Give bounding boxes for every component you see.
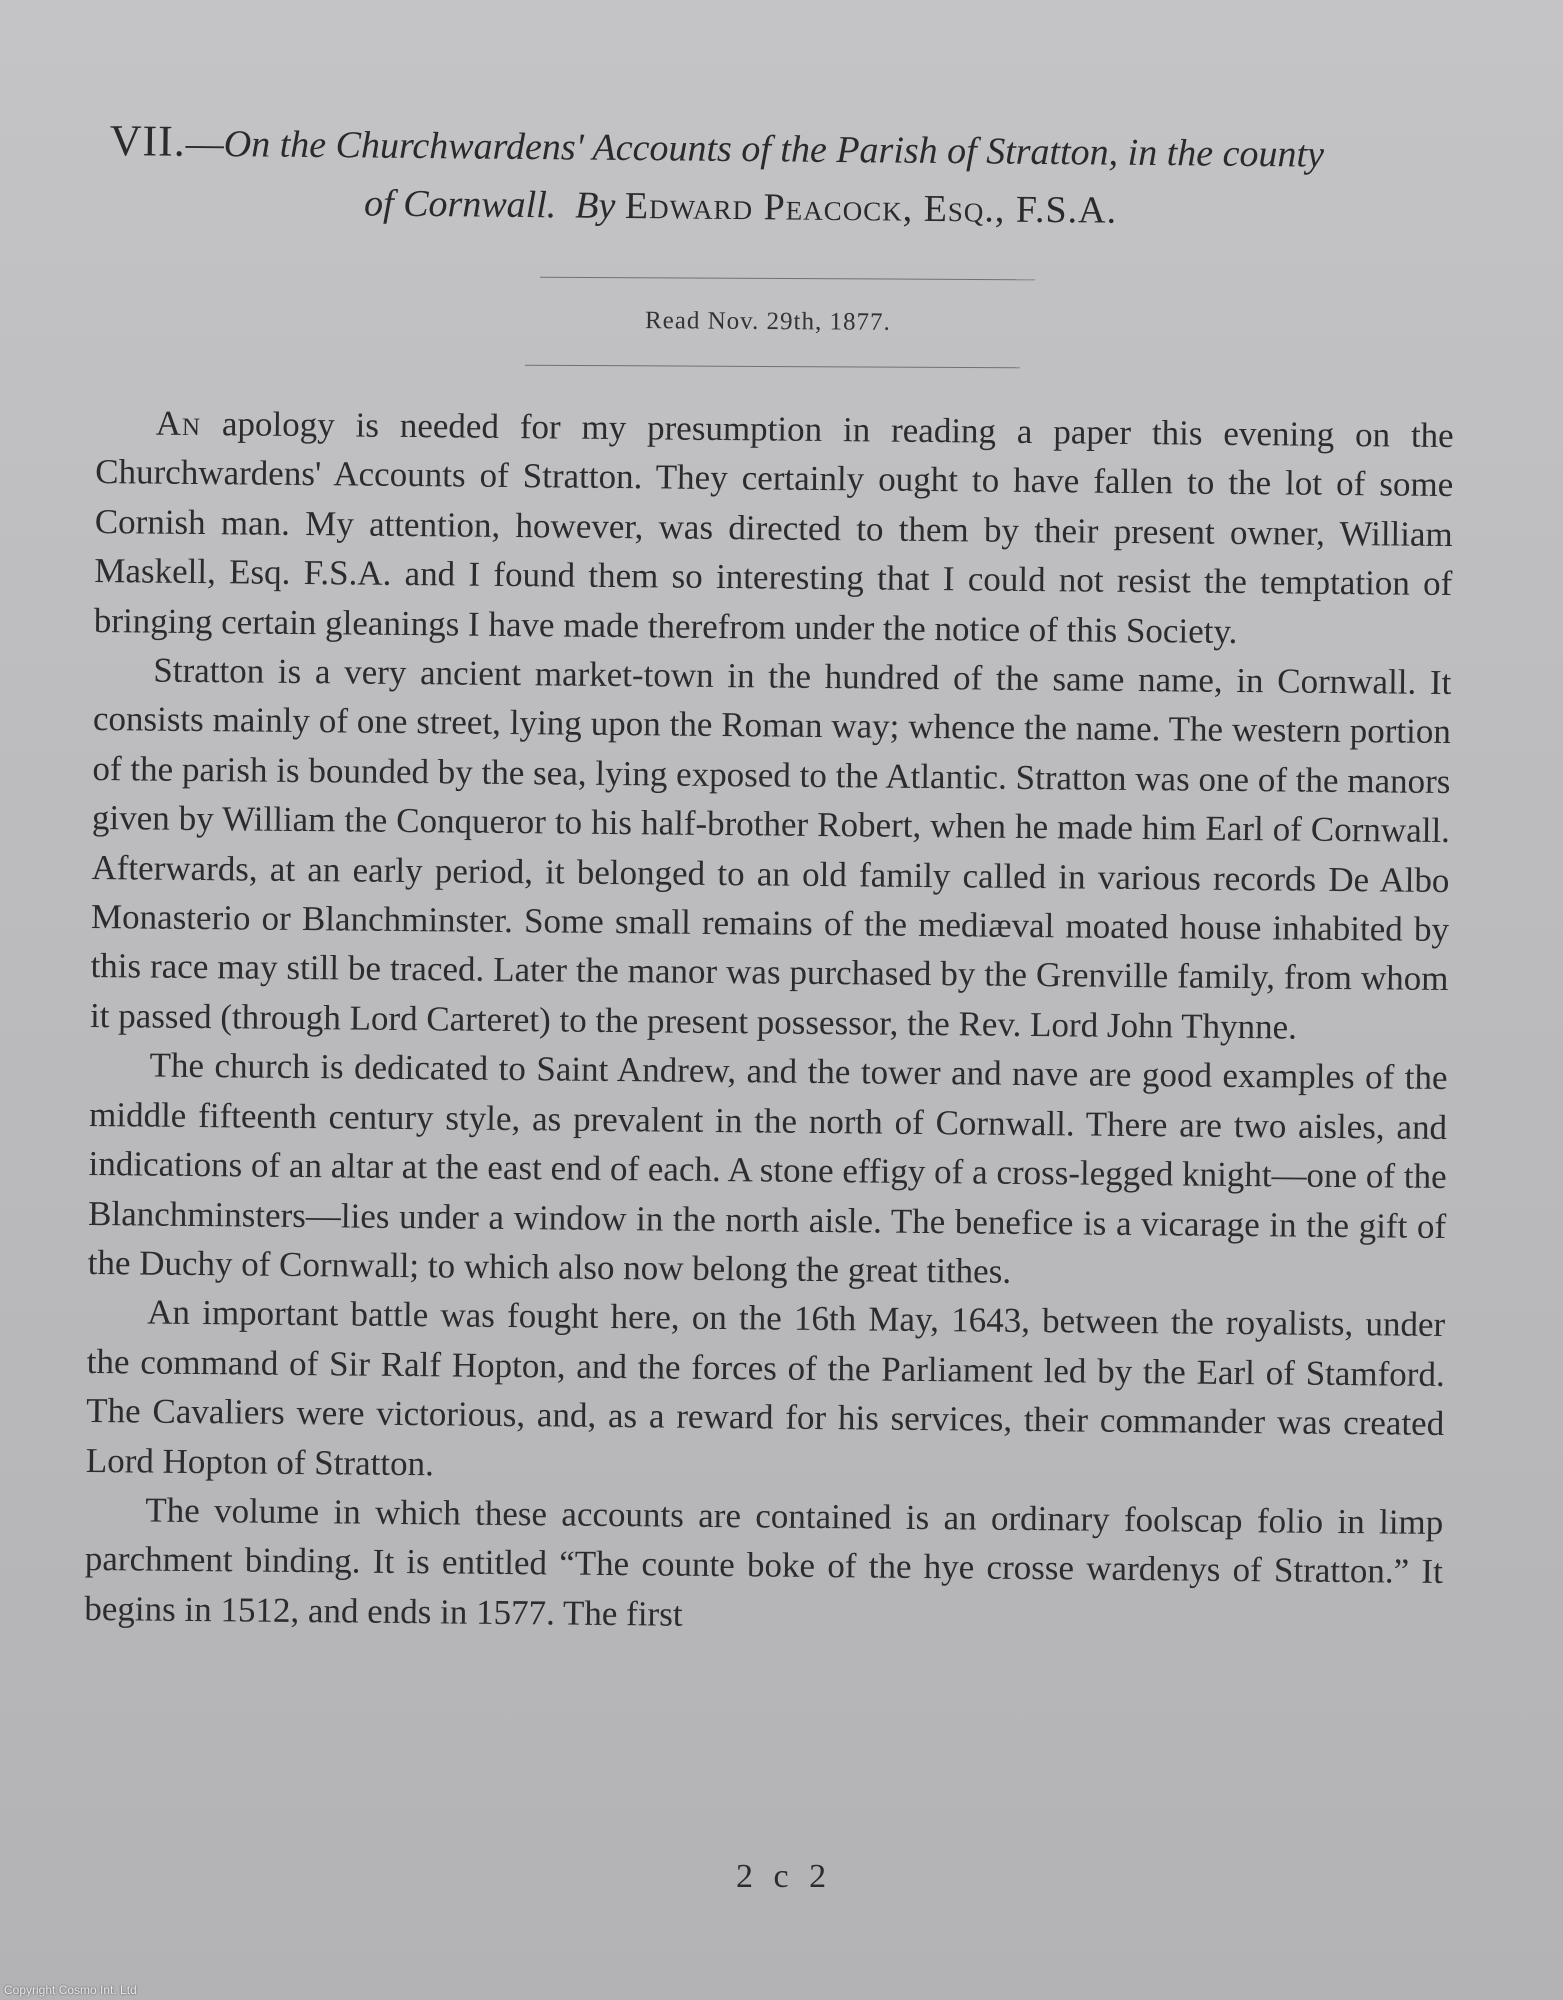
heading-line-1 bbox=[109, 112, 1450, 185]
article-title-line-2: of Cornwall. bbox=[363, 182, 557, 227]
article-body bbox=[84, 398, 1454, 1646]
paragraph bbox=[87, 1040, 1447, 1300]
read-date: Read Nov. 29th, 1877. bbox=[644, 307, 891, 336]
paragraph bbox=[84, 1485, 1443, 1646]
paragraph-text: The volume in which these accounts are contained is an ordinary foolscap folio in limp parchment binding. It is entitled “The counte boke of the hye crosse wardenys of Stratton.” It begins in 1512, and ends in 1577. The first bbox=[84, 1490, 1444, 1634]
signature-mark: 2 c 2 bbox=[736, 1858, 833, 1895]
paragraph-text: Stratton is a very ancient market-town in the hundred of the same name, in Cornwall. It consists mainly of one street, lying upon the Roman way; whence the name. The western portion of the parish is bounded by the sea, lying exposed to the Atlantic. Stratton was one of the manors given by William the Conqueror to his half-brother Robert, when he made him Earl of Cornwall. Afterwards, at an early period, it belonged to an old family called in various records De Albo Monasterio or Blanchminster. Some small remains of the mediæval moated house inhabited by this race may still be traced. Later the manor was purchased by the Grenville family, from whom it passed (through Lord Carteret) to the present possessor, the Rev. Lord John Thynne. bbox=[89, 650, 1452, 1047]
paragraph bbox=[90, 645, 1452, 1053]
article-numeral: VII. bbox=[109, 115, 187, 166]
paragraph-text: apology is needed for my presumption in reading a paper this evening on the Churchwardens' Accounts of Stratton. They certainly ought to have fallen to the lot of some Cornish man. My attention, however, was directed to them by their present owner, William Maskell, Esq. F.S.A. and I found them so interesting that I could not resist the temptation of bringing certain gleanings I have made therefrom under the notice of this Society. bbox=[93, 404, 1454, 651]
article-heading bbox=[109, 112, 1450, 243]
article-title-line-1: On the Churchwardens' Accounts of the Parish of Stratton, in the county bbox=[223, 123, 1325, 176]
bottom-divider bbox=[525, 365, 1020, 369]
paragraph-text: The church is dedicated to Saint Andrew, and the tower and nave are good examples of the middle fifteenth century style, as prevalent in the north of Cornwall. There are two aisles, and indications of an altar at the east end of each. A stone effigy of a cross-legged knight—one of the Blanchminsters—lies under a window in the north aisle. The benefice is a vicarage in the gift of the Duchy of Cornwall; to which also now belong the great tithes. bbox=[87, 1045, 1448, 1291]
paragraph bbox=[94, 398, 1454, 658]
author-name: Edward Peacock, Esq., F.S.A. bbox=[624, 184, 1118, 232]
paragraph-lead: An bbox=[155, 403, 202, 444]
byline-by: By bbox=[575, 184, 616, 227]
top-divider bbox=[540, 277, 1035, 281]
paragraph-text: An important battle was fought here, on the 16th May, 1643, between the royalists, under the command of Sir Ralf Hopton, and the forces of the Parliament led by the Earl of Stamford. The Cavaliers were victorious, and, as a reward for his services, their commander was created Lord Hopton of Stratton. bbox=[85, 1292, 1446, 1483]
copyright-watermark: Copyright Cosmo Int. Ltd bbox=[4, 1983, 137, 1997]
paragraph bbox=[86, 1287, 1446, 1498]
heading-dash: — bbox=[185, 122, 224, 166]
